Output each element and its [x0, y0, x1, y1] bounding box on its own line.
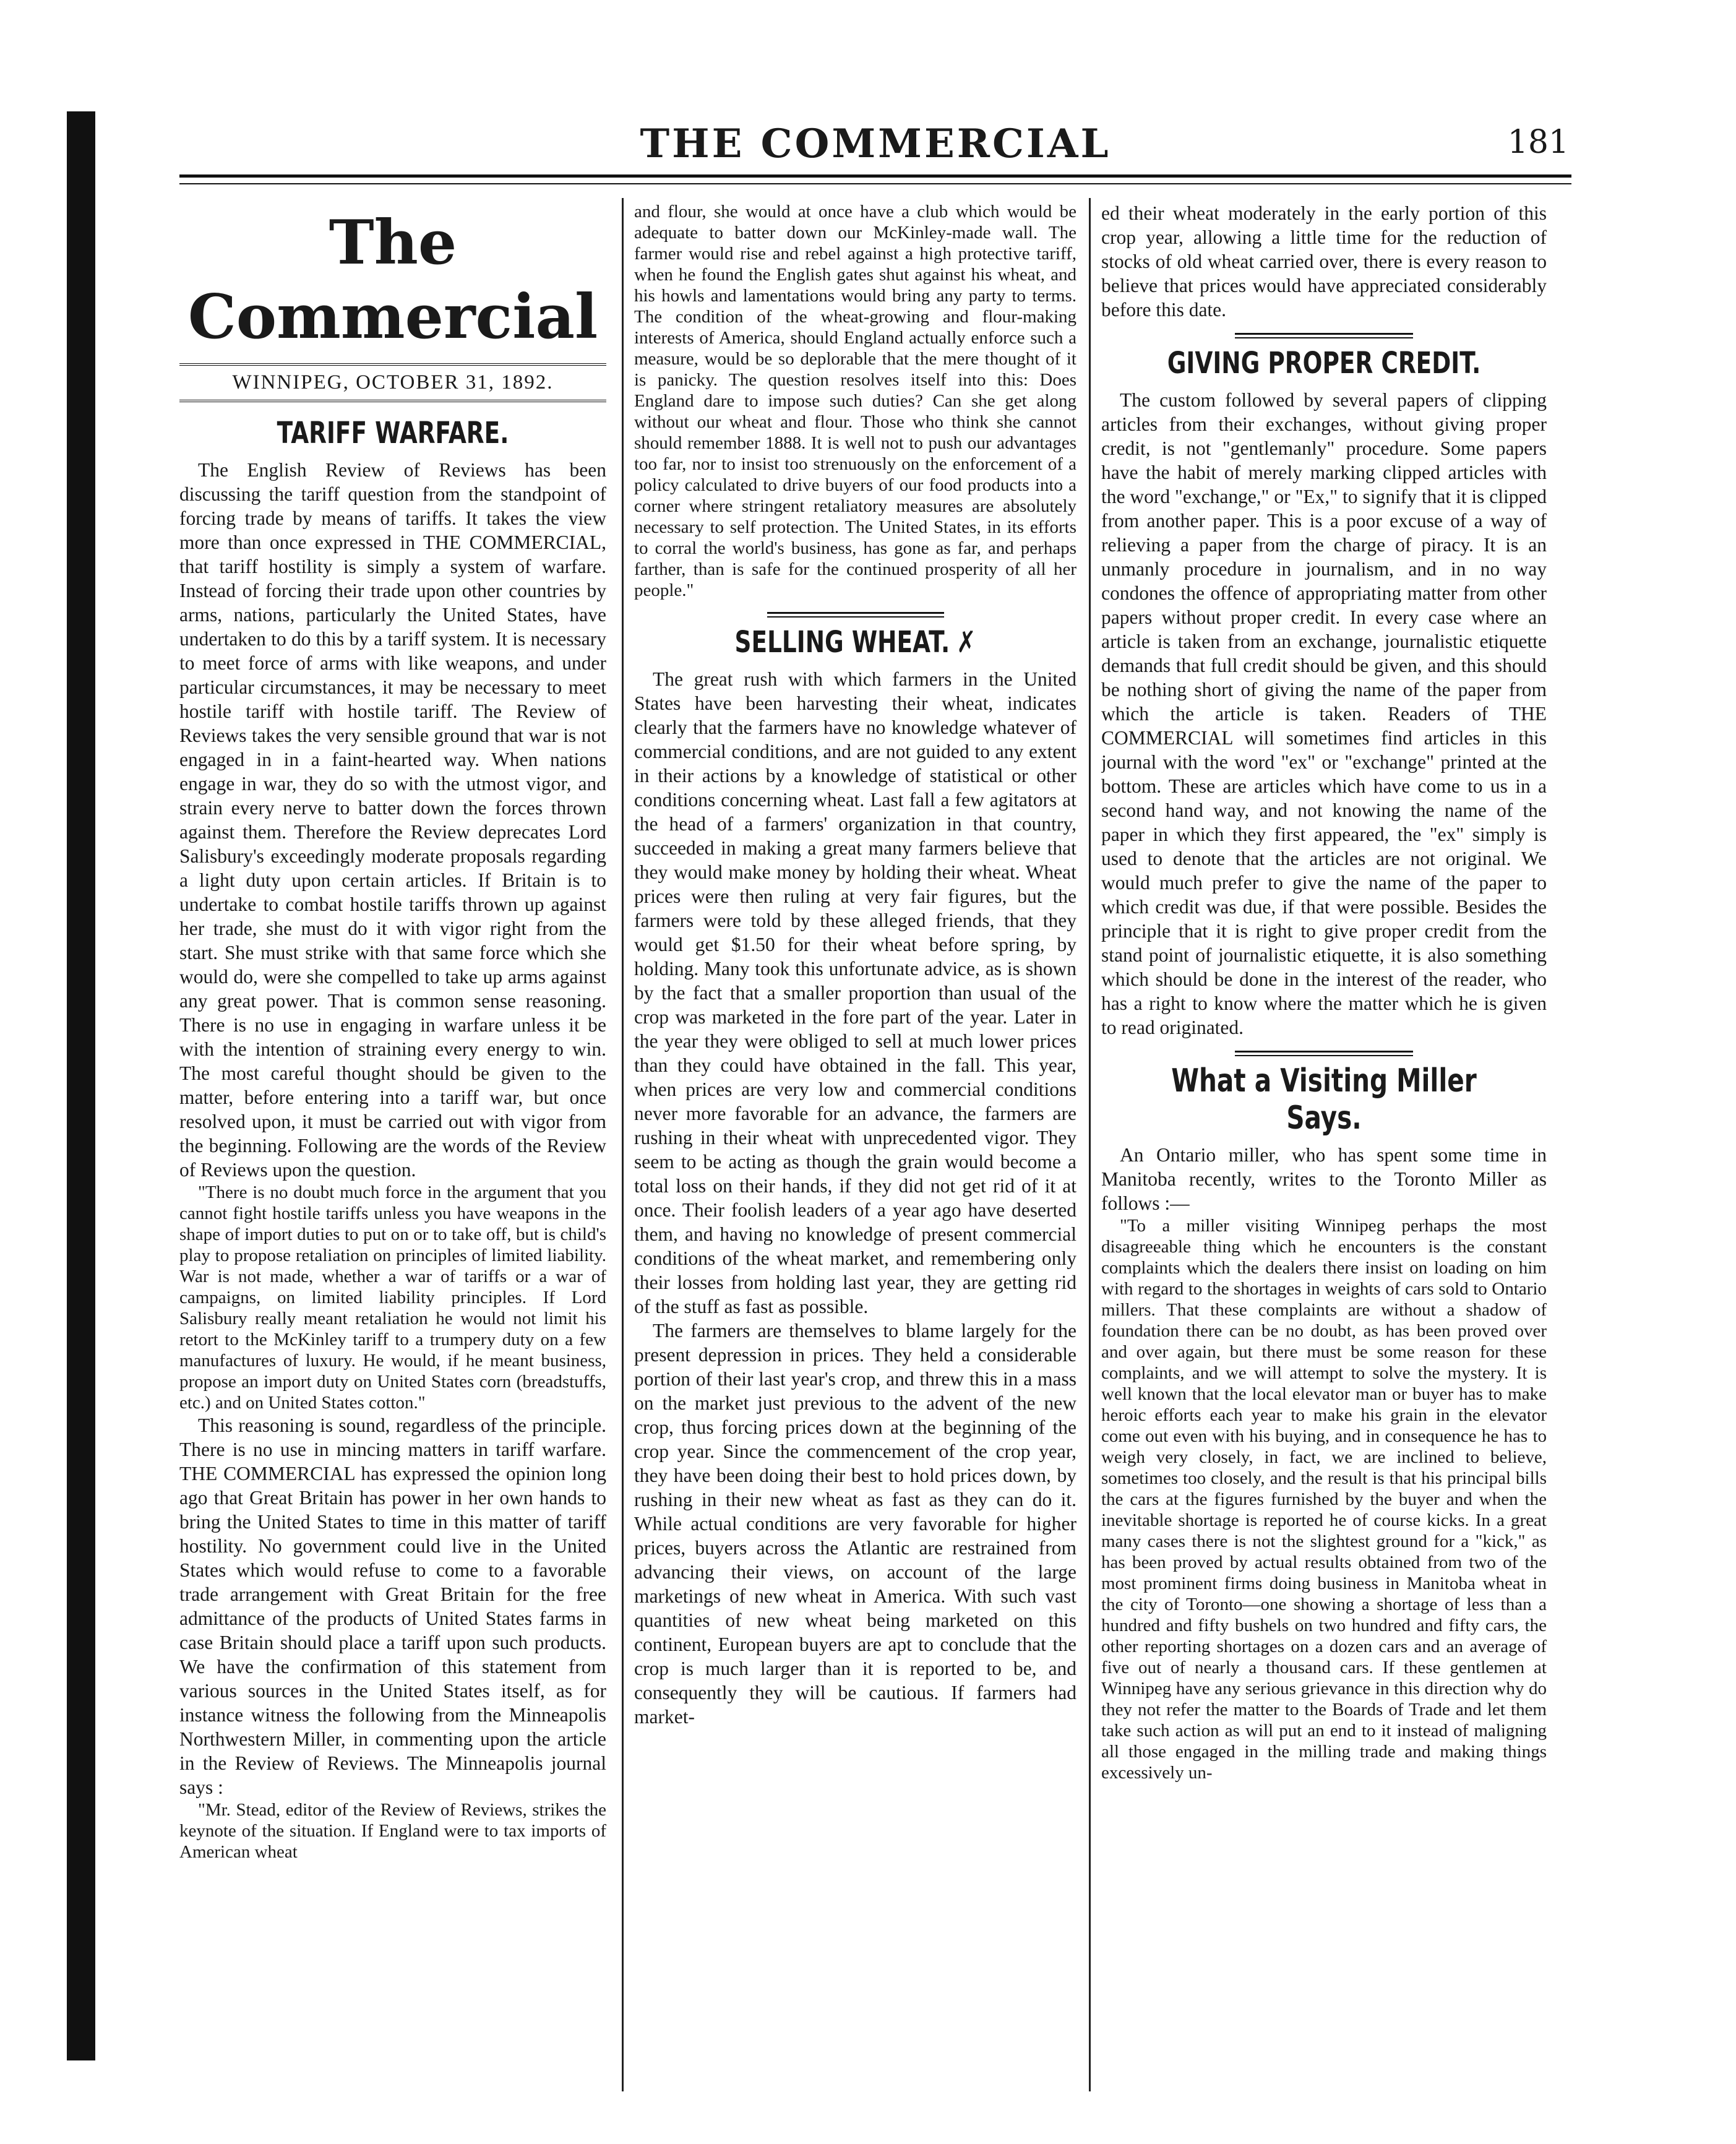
article-paragraph: The farmers are themselves to blame largely for the present depression in prices. They held a considerable portion of their last year's crop, and threw this in a mass on the market just previous to the advent of the new crop, thus forcing prices down at the beginning of the crop year. Since the commencement of the crop year, they have been doing their best to hold prices down, by rushing in their new wheat as fast as they can do it. While actual conditions are very favorable for higher prices, buyers across the Atlantic are restrained from advancing their views, on account of the large marketings of new wheat in America. With such vast quantities of new wheat being marketed on this continent, European buyers are apt to conclude that the crop is much larger than it is reported to be, and consequently they will be cautious. If farmers had market- — [634, 1320, 1076, 1728]
column-3 — [1101, 201, 1547, 2101]
handwritten-check-mark: ✗ — [956, 625, 976, 660]
scan-binding-edge — [67, 111, 95, 2060]
article-quote: "To a miller visiting Winnipeg perhaps the most disagreeable thing which he encounters is the constant complaints which the dealers there insist on loading on him with regard to the shortages in weights of cars sold to Ontario millers. That these complaints are without a shadow of foundation there can be no doubt, as has been proved over and over again, but there must be some reason for these complaints, and we will attempt to solve the mystery. It is well known that the local elevator man or buyer has to make heroic efforts each year to make his grain in the elevator come out even with his buying, and in consequence he has to weigh very closely, in fact, we are inclined to believe, sometimes too closely, and the result is that his principal bills the cars at the figures furnished by the buyer and when the inevitable shortage is reported he of course kicks. In a great many cases there is not the slightest ground for a "kick," as has been proved by actual results obtained from two of the most prominent firms doing business in Manitoba wheat in the city of Toronto—one showing a shortage of less than a hundred and fifty bushels on two hundred and fifty cars, the other reporting shortages on a dozen cars and an average of five out of nearly a thousand cars. If these gentlemen at Winnipeg have any serious grievance in this direction why do they not refer the matter to the Boards of Trade and let them take such action as will put an end to it instead of maligning all those engaged in the milling trade and making things excessively un- — [1101, 1216, 1547, 1783]
paper-title: The Commercial — [187, 207, 598, 353]
section-separator — [1235, 1051, 1413, 1056]
article-paragraph: The custom followed by several papers of clipping articles from their exchanges, without giving proper credit, is not "gentlemanly" procedure. Some papers have the habit of merely marking clipped articles with the word "exchange," or "Ex," to signify that it is clipped from another paper. This is a poor excuse of a way of relieving a paper from the charge of piracy. It is an unmanly procedure in journalism, and in no way condones the offence of appropriating matter from other papers without proper credit. In every case where an article is taken from an exchange, journalistic etiquette demands that full credit should be given, and this should be nothing short of giving the name of the paper from which the article is taken. Readers of THE COMMERCIAL will sometimes find articles in this journal with the word "ex" or "exchange" printed at the bottom. These are articles which have come to us in a second hand way, and not knowing the name of the paper in which they first appeared, the "ex" simply is used to denote that the articles are not original. We would much prefer to give the name of the paper to which credit was due, if that were possible. Besides the principle that it is right to give proper credit from the stand point of journalistic etiquette, it is also something which should be done in the interest of the reader, who has a right to know where the matter which he is given to read originated. — [1101, 389, 1547, 1038]
article-heading-visiting-miller: What a Visiting Miller Says. — [1171, 1062, 1477, 1137]
article-quote-continued: and flour, she would at once have a club which would be adequate to batter down our McKinley-made wall. The farmer would rise and rebel against a high protective tariff, when he found the English gates shut against his wheat, and his howls and lamentations would bring any party to terms. The condition of the wheat-growing and flour-making interests of America, should England actually enforce such a measure, would be so deplorable that the mere thought of it is panicky. The question resolves itself into this: Does England dare to impose such duties? Can she get along without our wheat and flour. Those who think she cannot should remember 1888. It is well not to push our advantages too far, nor to insist too strenuously on the enforcement of a policy calculated to drive buyers of our food products into a corner where stringent retaliatory measures are absolutely necessary to self protection. The United States, in its efforts to corral the world's business, has gone as far, and perhaps farther, than is safe for the continued prosperity of all her people." — [634, 202, 1076, 600]
article-paragraph: This reasoning is sound, regardless of the principle. There is no use in mincing matters in tariff warfare. THE COMMERCIAL has expressed the opinion long ago that Great Britain has power in her own hands to bring the United States to time in this matter of tariff hostility. No government could live in the United States which would refuse to come to a favorable trade arrangement with Great Britain for the free admittance of the products of United States farms in case Britain should place a tariff upon such products. We have the confirmation of this statement from various sources in the United States itself, as for instance witness the following from the Minneapolis Northwestern Miller, in commenting upon the article in the Review of Reviews. The Minneapolis journal says : — [179, 1414, 606, 1798]
article-paragraph: The English Review of Reviews has been discussing the tariff question from the standpoint of forcing trade by means of tariffs. It takes the view more than once expressed in THE COMMERCIAL, that tariff hostility is simply a system of warfare. Instead of forcing their trade upon other countries by arms, nations, particularly the United States, have undertaken to do this by a tariff system. It is necessary to meet force of arms with like weapons, and under particular circumstances, it may be necessary to meet hostile tariff with hostile tariff. The Review of Reviews takes the very sensible ground that war is not engaged in in a faint-hearted way. When nations engage in war, they do so with the utmost vigor, and strain every nerve to batter down the forces thrown against them. Therefore the Review deprecates Lord Salisbury's exceedingly moderate proposals regarding a light duty upon certain articles. If Britain is to undertake to combat hostile tariffs thrown up against her trade, she must do it with vigor right from the start. She must strike with that same force which she would do, were she compelled to take up arms against any great power. That is common sense reasoning. There is no use in engaging in warfare unless it be with the intention of straining every energy to win. The most careful thought should be given to the matter, before entering into a tariff war, but once resolved upon, it must be carried out with vigor from the beginning. Following are the words of the Review of Reviews upon the question. — [179, 459, 606, 1181]
article-paragraph: An Ontario miller, who has spent some time in Manitoba recently, writes to the Toronto Miller as follows :— — [1101, 1144, 1547, 1214]
article-heading-selling-wheat — [683, 624, 1028, 661]
article-heading-tariff-warfare: TARIFF WARFARE. — [277, 416, 509, 450]
column-divider — [1089, 198, 1091, 2091]
article-paragraph: The great rush with which farmers in the United States have been harvesting their wheat, indicates clearly that the farmers have no knowledge whatever of commercial conditions, and are not guided to any extent in their actions by a knowledge of statistical or other conditions concerning wheat. Last fall a few agitators at the head of a farmers' organization in that country, succeeded in making a great many farmers believe that they would make money by holding their wheat. Wheat prices were then ruling at very fair figures, but the farmers were told by these alleged friends, that they would get $1.50 for their wheat before spring, by holding. Many took this unfortunate advice, as is shown by the fact that a smaller proportion than usual of the crop was marketed in the fore part of the year. Later in the year they were obliged to sell at much lower prices than they could have obtained in the fall. This year, when prices are very low and commercial conditions never more favorable for an advance, the farmers are rushing in their wheat with unprecedented vigor. They seem to be acting as though the grain would become a total loss on their hands, if they did not get rid of it at once. Their foolish leaders of a year ago have deserted them, and having no knowledge of present commercial conditions of the wheat market, and remembering only their losses from holding last year, they are getting rid of the stuff as fast as possible. — [634, 668, 1076, 1317]
section-separator — [767, 612, 944, 618]
masthead-rule-thin — [179, 183, 1571, 184]
article-paragraph-continued: ed their wheat moderately in the early portion of this crop year, allowing a little time for the reduction of stocks of old wheat carried over, there is every reason to believe that prices would have appreciated considerably before this date. — [1101, 202, 1547, 321]
column-divider — [622, 198, 624, 2091]
heading-text: SELLING WHEAT. — [734, 625, 950, 660]
section-separator — [1235, 333, 1413, 338]
masthead: THE COMMERCIAL — [640, 121, 1111, 167]
article-quote: "Mr. Stead, editor of the Review of Reviews, strikes the keynote of the situation. If England were to tax imports of American wheat — [179, 1800, 606, 1862]
dateline: WINNIPEG, OCTOBER 31, 1892. — [179, 363, 606, 402]
column-1 — [179, 201, 606, 2101]
article-heading-giving-proper-credit: GIVING PROPER CREDIT. — [1167, 346, 1481, 381]
masthead-rule — [179, 174, 1571, 178]
column-2 — [634, 201, 1076, 2101]
page-number: 181 — [1507, 124, 1569, 161]
article-quote: "There is no doubt much force in the argument that you cannot fight hostile tariffs unless you have weapons in the shape of import duties to put on or to take off, but is child's play to propose retaliation on principles of limited liability. War is not made, whether a war of tariffs or a war of campaigns, on limited liability principles. If Lord Salisbury really meant retaliation he would not limit his retort to the McKinley tariff to a trumpery duty on a few manufactures of luxury. He would, if he meant business, propose an import duty on United States corn (breadstuffs, etc.) and on United States cotton." — [179, 1182, 606, 1413]
